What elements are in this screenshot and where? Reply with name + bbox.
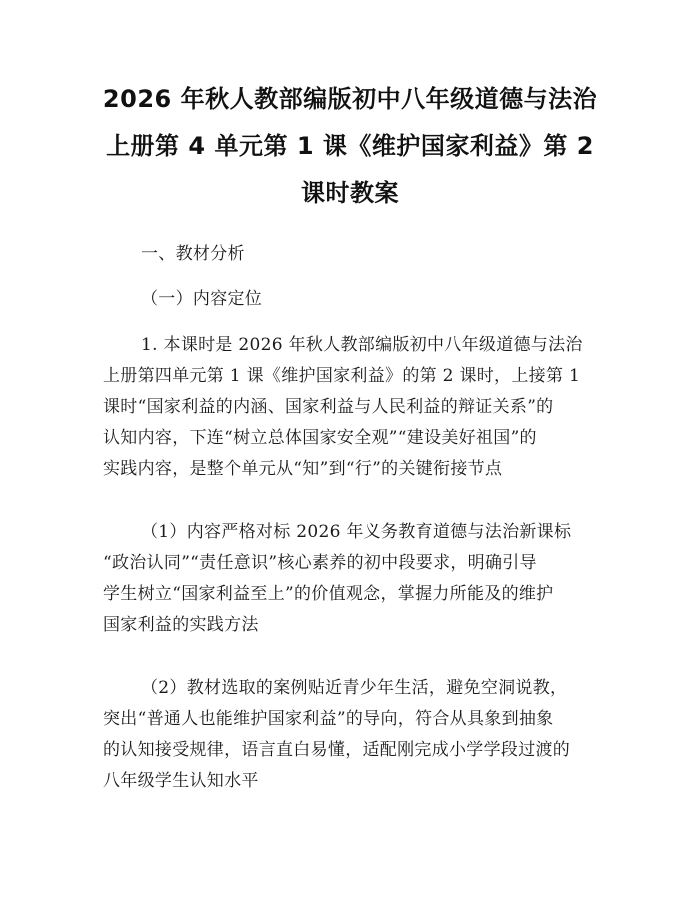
document-title <box>90 76 610 217</box>
paragraph-line: 国家利益的实践方法 <box>103 615 259 635</box>
paragraph-line: 的认知接受规律，语言直白易懂，适配刚完成小学学段过渡的 <box>103 740 571 760</box>
paragraph-2 <box>103 517 603 641</box>
subsection-heading-content-positioning <box>103 284 603 315</box>
paragraph-line: “政治认同”“责任意识”核心素养的初中段要求，明确引导 <box>103 553 537 573</box>
subheading-text: （一）内容定位 <box>141 289 263 309</box>
section-heading-textbook-analysis <box>103 239 603 270</box>
title-line-1: 2026 年秋人教部编版初中八年级道德与法治 <box>102 85 598 113</box>
paragraph-line: （2）教材选取的案例贴近青少年生活，避免空洞说教， <box>141 678 568 698</box>
paragraph-1 <box>103 330 603 485</box>
paragraph-line: 八年级学生认知水平 <box>103 771 259 791</box>
paragraph-line: 实践内容，是整个单元从“知”到“行”的关键衔接节点 <box>103 459 503 479</box>
title-line-3: 课时教案 <box>301 179 399 207</box>
paragraph-line: 认知内容，下连“树立总体国家安全观”“建设美好祖国”的 <box>103 428 537 448</box>
paragraph-line: 上册第四单元第 1 课《维护国家利益》的第 2 课时，上接第 1 <box>103 366 581 386</box>
paragraph-3 <box>103 673 603 797</box>
paragraph-line: 突出“普通人也能维护国家利益”的导向，符合从具象到抽象 <box>103 709 554 729</box>
paragraph-line: 1. 本课时是 2026 年秋人教部编版初中八年级道德与法治 <box>141 335 583 355</box>
paragraph-line: 学生树立“国家利益至上”的价值观念，掌握力所能及的维护 <box>103 584 554 604</box>
paragraph-line: 课时“国家利益的内涵、国家利益与人民利益的辩证关系”的 <box>103 397 554 417</box>
title-line-2: 上册第 4 单元第 1 课《维护国家利益》第 2 <box>106 132 594 160</box>
paragraph-line: （1）内容严格对标 2026 年义务教育道德与法治新课标 <box>141 522 572 542</box>
heading-text: 一、教材分析 <box>141 244 245 264</box>
